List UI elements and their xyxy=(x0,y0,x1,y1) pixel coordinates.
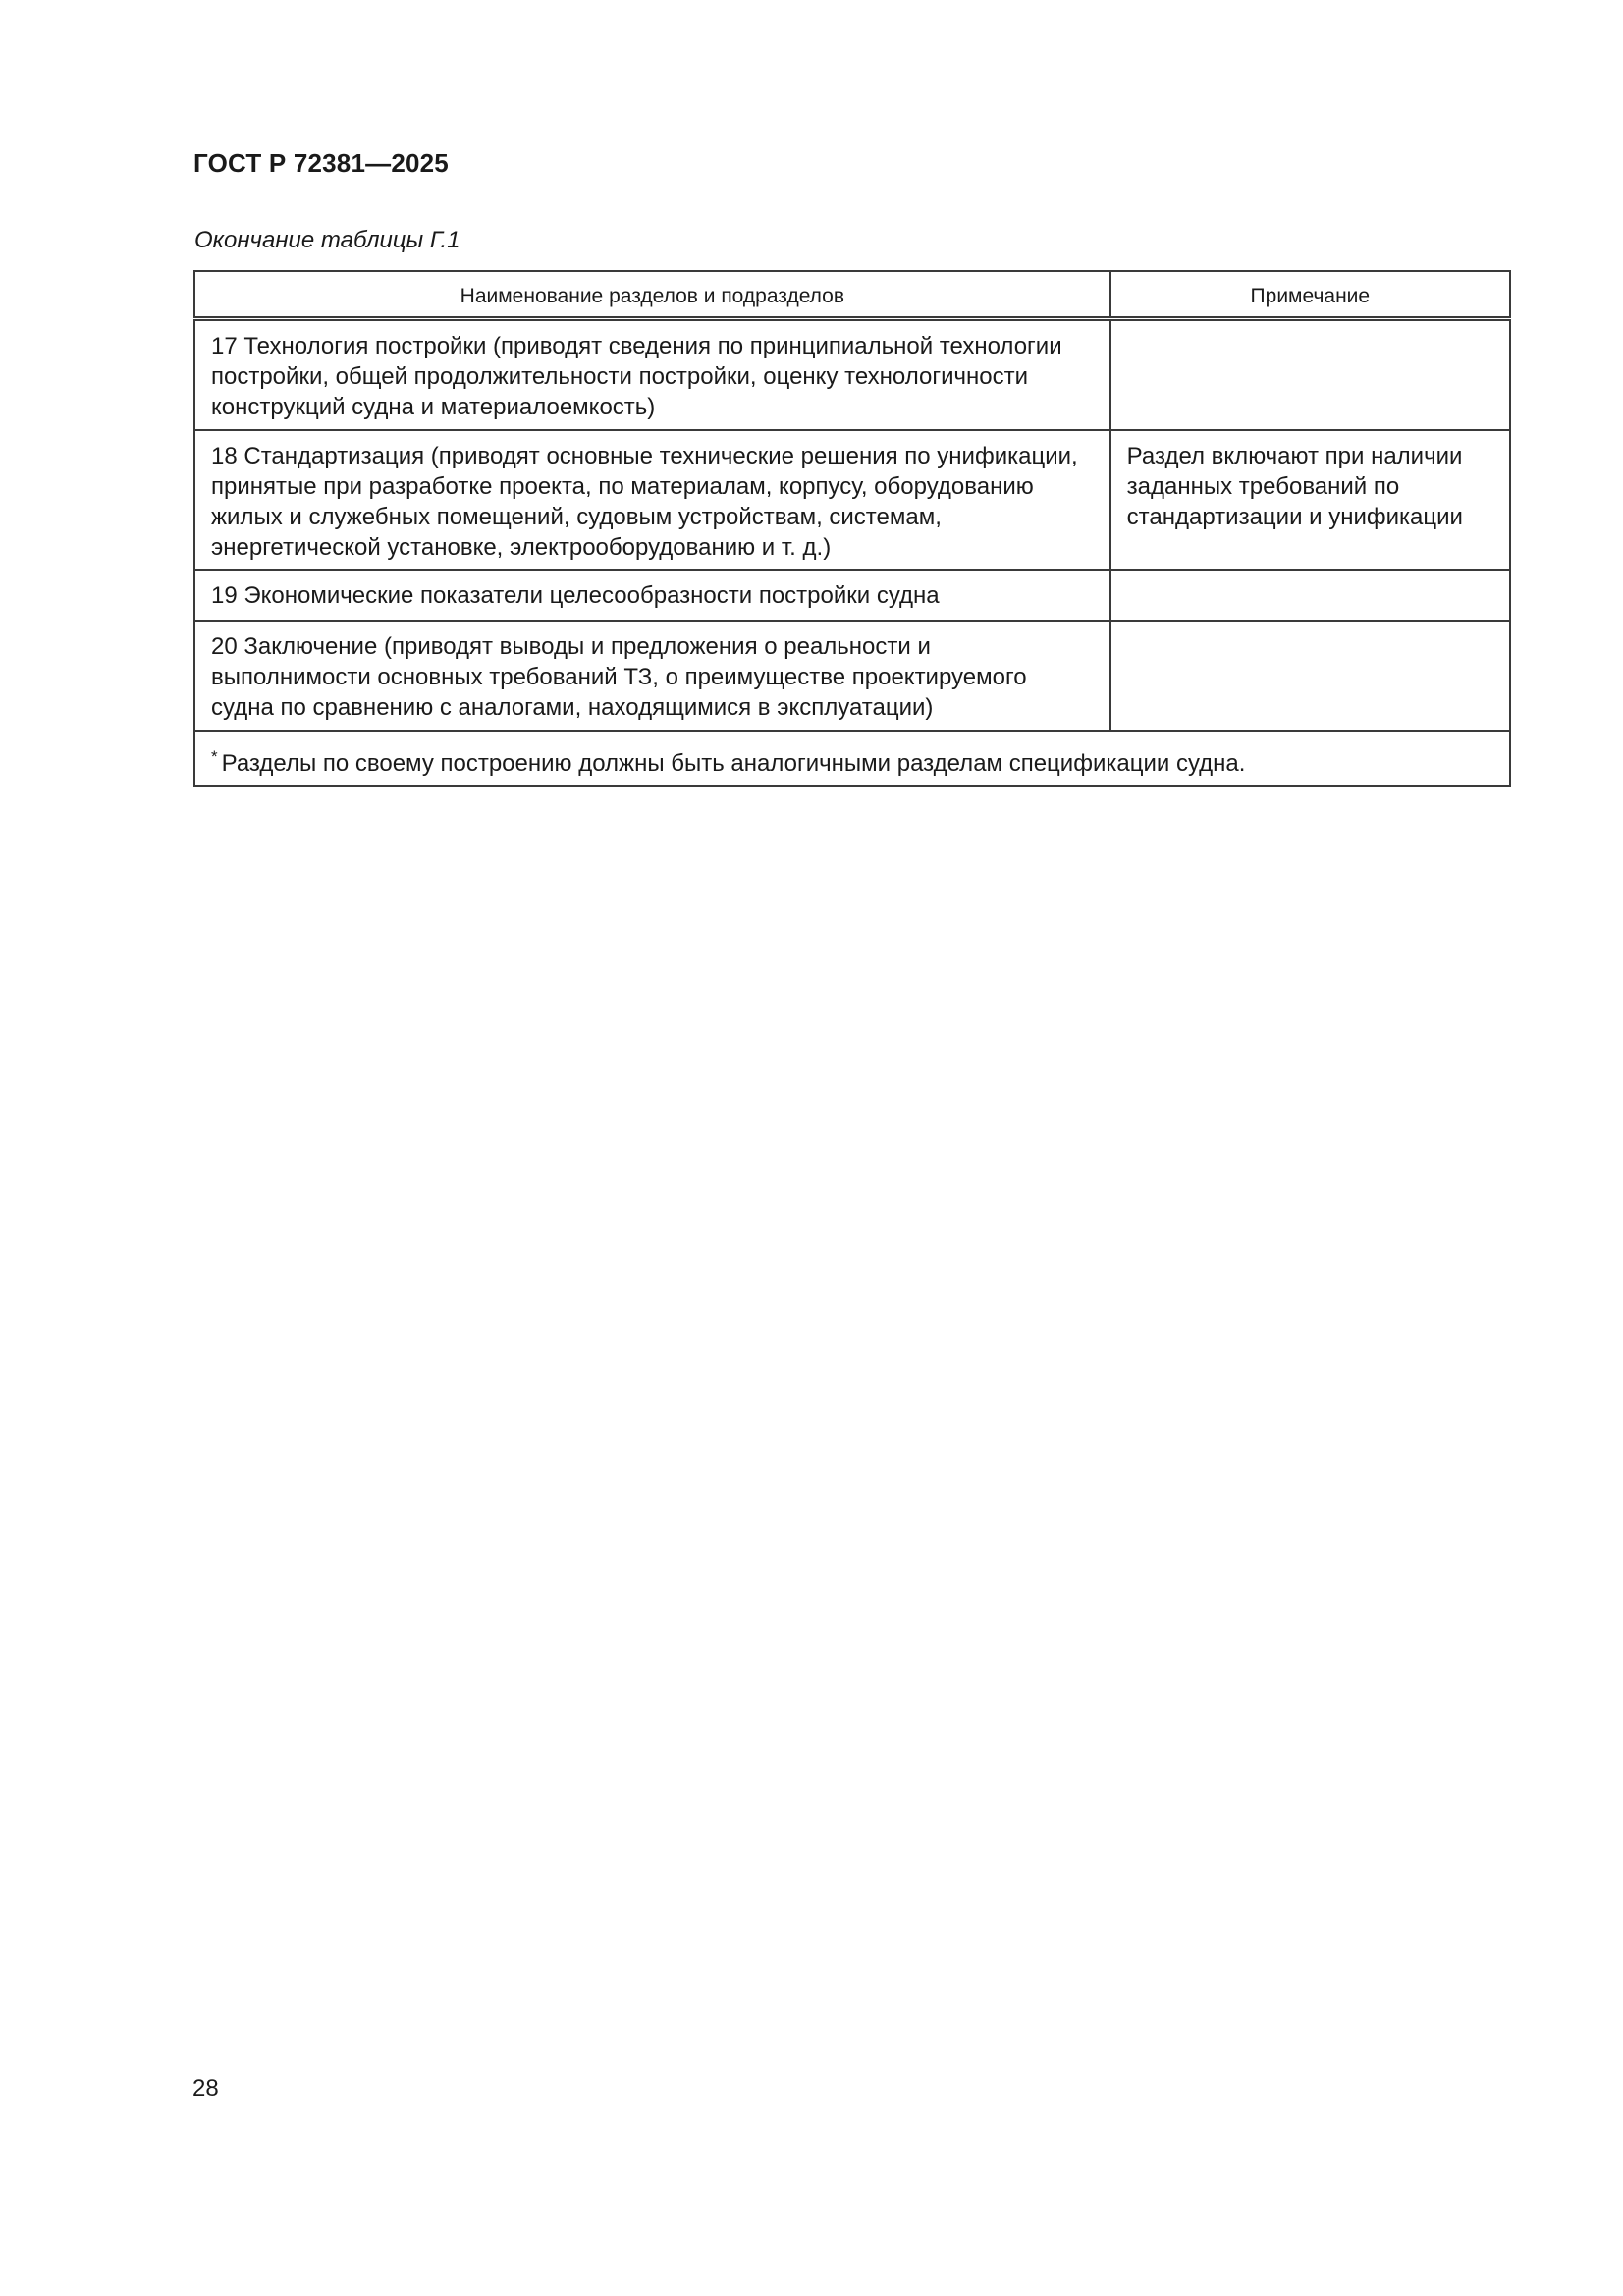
page-number: 28 xyxy=(192,2075,219,2102)
footnote-marker: * xyxy=(211,747,218,766)
table-row xyxy=(194,319,1510,431)
header-row xyxy=(194,271,1510,319)
column-header-note: Примечание xyxy=(1110,271,1510,319)
section-name-cell: 20 Заключение (приводят выводы и предложения о реальности и выполнимости основных требований ТЗ, о преимуществе проектируемого судна по сравнению с аналогами, находящимися в эксплуатации) xyxy=(194,621,1110,731)
note-cell xyxy=(1110,319,1510,431)
section-name-cell: 19 Экономические показатели целесообразности постройки судна xyxy=(194,570,1110,621)
footnote-cell xyxy=(194,731,1510,786)
table-body xyxy=(194,319,1510,787)
table-head xyxy=(194,271,1510,319)
footnote-row xyxy=(194,731,1510,786)
table-row xyxy=(194,570,1510,621)
table-row xyxy=(194,430,1510,570)
note-cell: Раздел включают при наличии заданных требований по стандартизации и унификации xyxy=(1110,430,1510,570)
note-cell xyxy=(1110,621,1510,731)
note-cell xyxy=(1110,570,1510,621)
table-caption: Окончание таблицы Г.1 xyxy=(194,227,460,253)
section-name-cell: 18 Стандартизация (приводят основные технические решения по унификации, принятые при разработке проекта, по материалам, корпусу, оборудованию жилых и служебных помещений, судовым устройствам, системам, энергетической установке, электрооборудованию и т. д.) xyxy=(194,430,1110,570)
sections-table xyxy=(193,270,1511,787)
column-header-name: Наименование разделов и подразделов xyxy=(194,271,1110,319)
table-row xyxy=(194,621,1510,731)
section-name-cell: 17 Технология постройки (приводят сведения по принципиальной технологии постройки, общей продолжительности постройки, оценку технологичности конструкций судна и материалоемкость) xyxy=(194,319,1110,431)
document-header: ГОСТ Р 72381—2025 xyxy=(193,148,449,178)
footnote-text: Разделы по своему построению должны быть аналогичными разделам спецификации судна. xyxy=(221,750,1246,777)
